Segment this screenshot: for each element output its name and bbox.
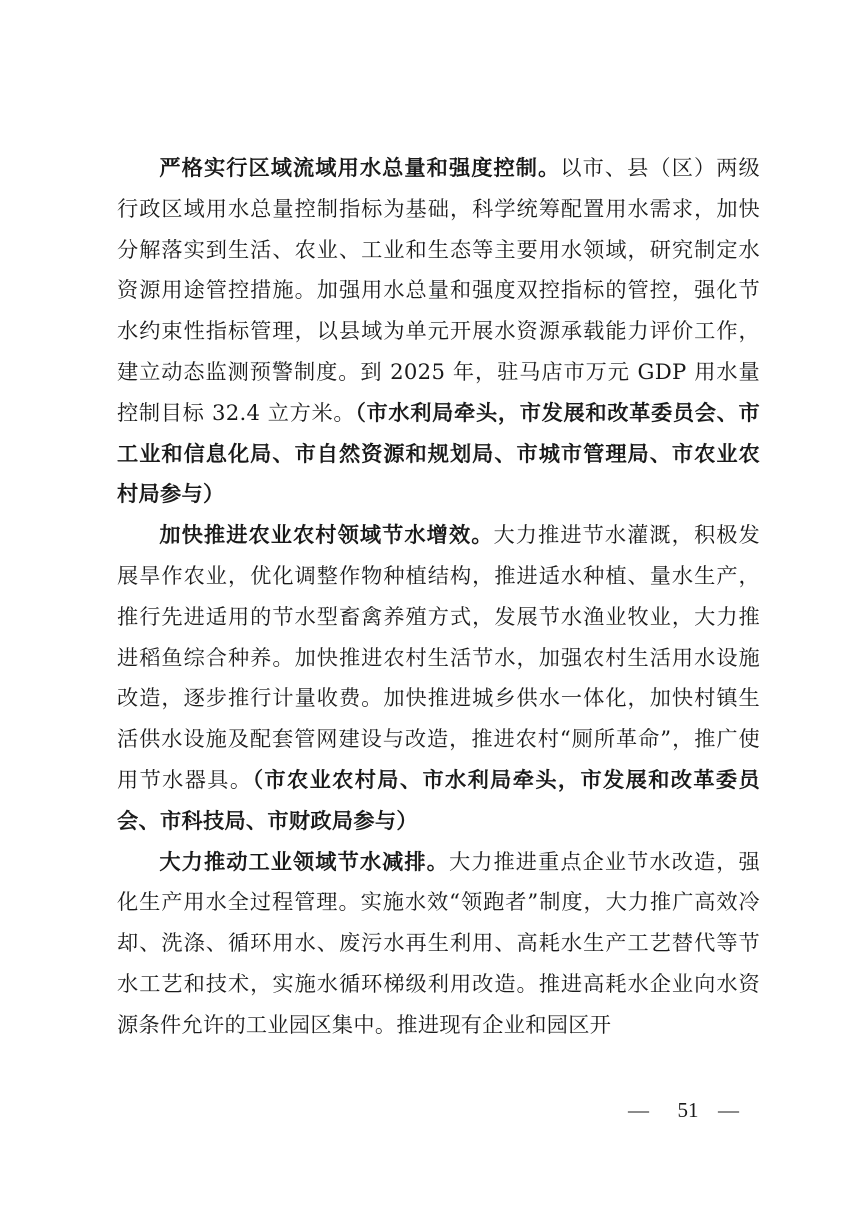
paragraph-body: 以市、县（区）两级行政区域用水总量控制指标为基础，科学统筹配置用水需求，加快分解落实到生活、农业、工业和生态等主要用水领域，研究制定水资源用途管控措施。加强用水总量和强度双控指标的管控，强化节水约束性指标管理，以县域为单元开展水资源承载能力评价工作，建立动态监测预警制度。到 2025 年，驻马店市万元 GDP 用水量控制目标 32.4 立方米。 [117, 155, 761, 425]
responsibility-note: （市水利局牵头，市发展和改革委员会、市工业和信息化局、市自然资源和规划局、市城市管理局、市农业农村局参与） [117, 399, 760, 507]
paragraph-agriculture-water-saving [117, 515, 760, 841]
paragraph-heading: 加快推进农业农村领域节水增效。 [159, 522, 494, 548]
responsibility-note: （市农业农村局、市水利局牵头，市发展和改革委员会、市科技局、市财政局参与） [117, 766, 760, 833]
paragraph-industry-water-saving [117, 842, 760, 1046]
page-number: 51 [677, 1098, 699, 1122]
page-number-dash-left: — [628, 1098, 649, 1122]
paragraph-body: 大力推进节水灌溉，积极发展旱作农业，优化调整作物种植结构，推进适水种植、量水生产，推行先进适用的节水型畜禽养殖方式，发展节水渔业牧业，大力推进稻鱼综合种养。加快推进农村生活节水，加强农村生活用水设施改造，逐步推行计量收费。加快推进城乡供水一体化，加快村镇生活供水设施及配套管网建设与改造，推进农村“厕所革命”，推广使用节水器具。 [117, 522, 760, 792]
page-number-dash-right: — [718, 1098, 739, 1122]
document-body [117, 148, 760, 1046]
paragraph-heading: 严格实行区域流域用水总量和强度控制。 [159, 155, 561, 180]
paragraph-water-total-control [117, 148, 760, 515]
paragraph-body: 大力推进重点企业节水改造，强化生产用水全过程管理。实施水效“领跑者”制度，大力推广高效冷却、洗涤、循环用水、废污水再生利用、高耗水生产工艺替代等节水工艺和技术，实施水循环梯级利用改造。推进高耗水企业向水资源条件允许的工业园区集中。推进现有企业和园区开 [117, 848, 760, 1037]
paragraph-heading: 大力推动工业领域节水减排。 [159, 848, 449, 874]
